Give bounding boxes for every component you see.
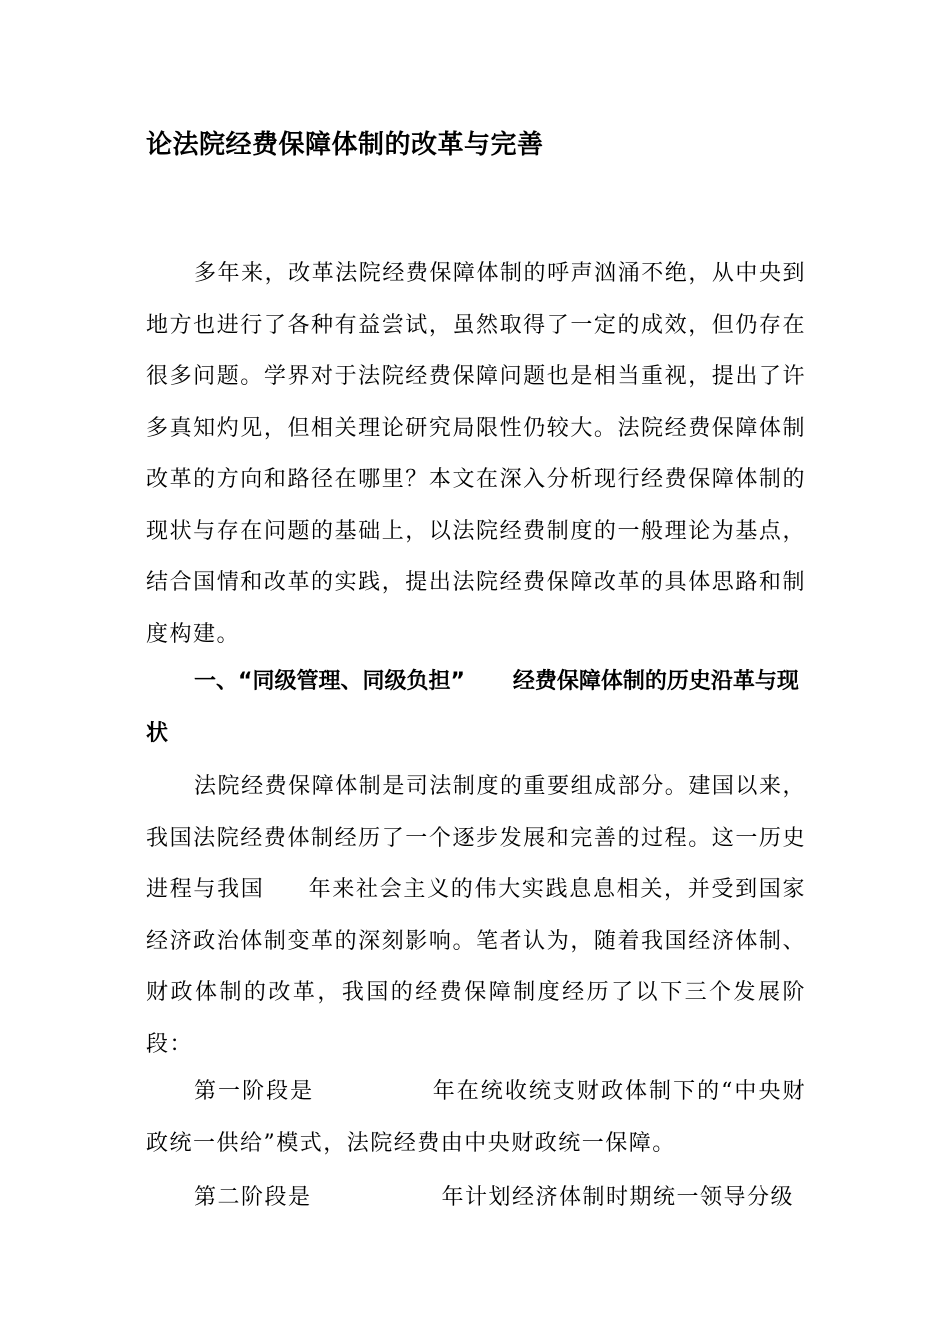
stage-1-paragraph (146, 1066, 806, 1169)
document-title: 论法院经费保障体制的改革与完善 (146, 130, 544, 160)
stage-1-label: 第一阶段是 (194, 1079, 315, 1104)
stage-2-paragraph (146, 1172, 806, 1224)
history-paragraph-part1: 法院经费保障体制是司法制度的重要组成部分。建国以来，我国法院经费体制经历了一个逐步发展和完善的过程。这一历史进程与我国 (146, 774, 806, 902)
intro-paragraph-text: 多年来，改革法院经费保障体制的呼声汹涌不绝，从中央到地方也进行了各种有益尝试，虽然取得了一定的成效，但仍存在很多问题。学界对于法院经费保障问题也是相当重视，提出了许多真知灼见，但相关理论研究局限性仍较大。法院经费保障体制改革的方向和路径在哪里？本文在深入分析现行经费保障体制的现状与存在问题的基础上，以法院经费制度的一般理论为基点，结合国情和改革的实践，提出法院经费保障改革的具体思路和制度构建。 (146, 261, 806, 647)
stage-1-text: 年在统收统支财政体制下的“中央财政统一供给”模式，法院经费由中央财政统一保障。 (146, 1079, 806, 1156)
section-heading-1-part1: 一、“同级管理、同级负担” (194, 669, 465, 694)
history-paragraph (146, 761, 806, 1070)
intro-paragraph (146, 248, 806, 660)
section-heading-1-part2: 经费保障体制的历史沿革与现状 (146, 669, 799, 746)
stage-2-label: 第二阶段是 (194, 1185, 312, 1210)
section-heading-1 (146, 656, 806, 759)
stage-2-text: 年计划经济体制时期统一领导分级 (441, 1185, 795, 1210)
history-paragraph-part2: 年来社会主义的伟大实践息息相关，并受到国家经济政治体制变革的深刻影响。笔者认为，随着我国经济体制、财政体制的改革，我国的经费保障制度经历了以下三个发展阶段： (146, 877, 806, 1057)
